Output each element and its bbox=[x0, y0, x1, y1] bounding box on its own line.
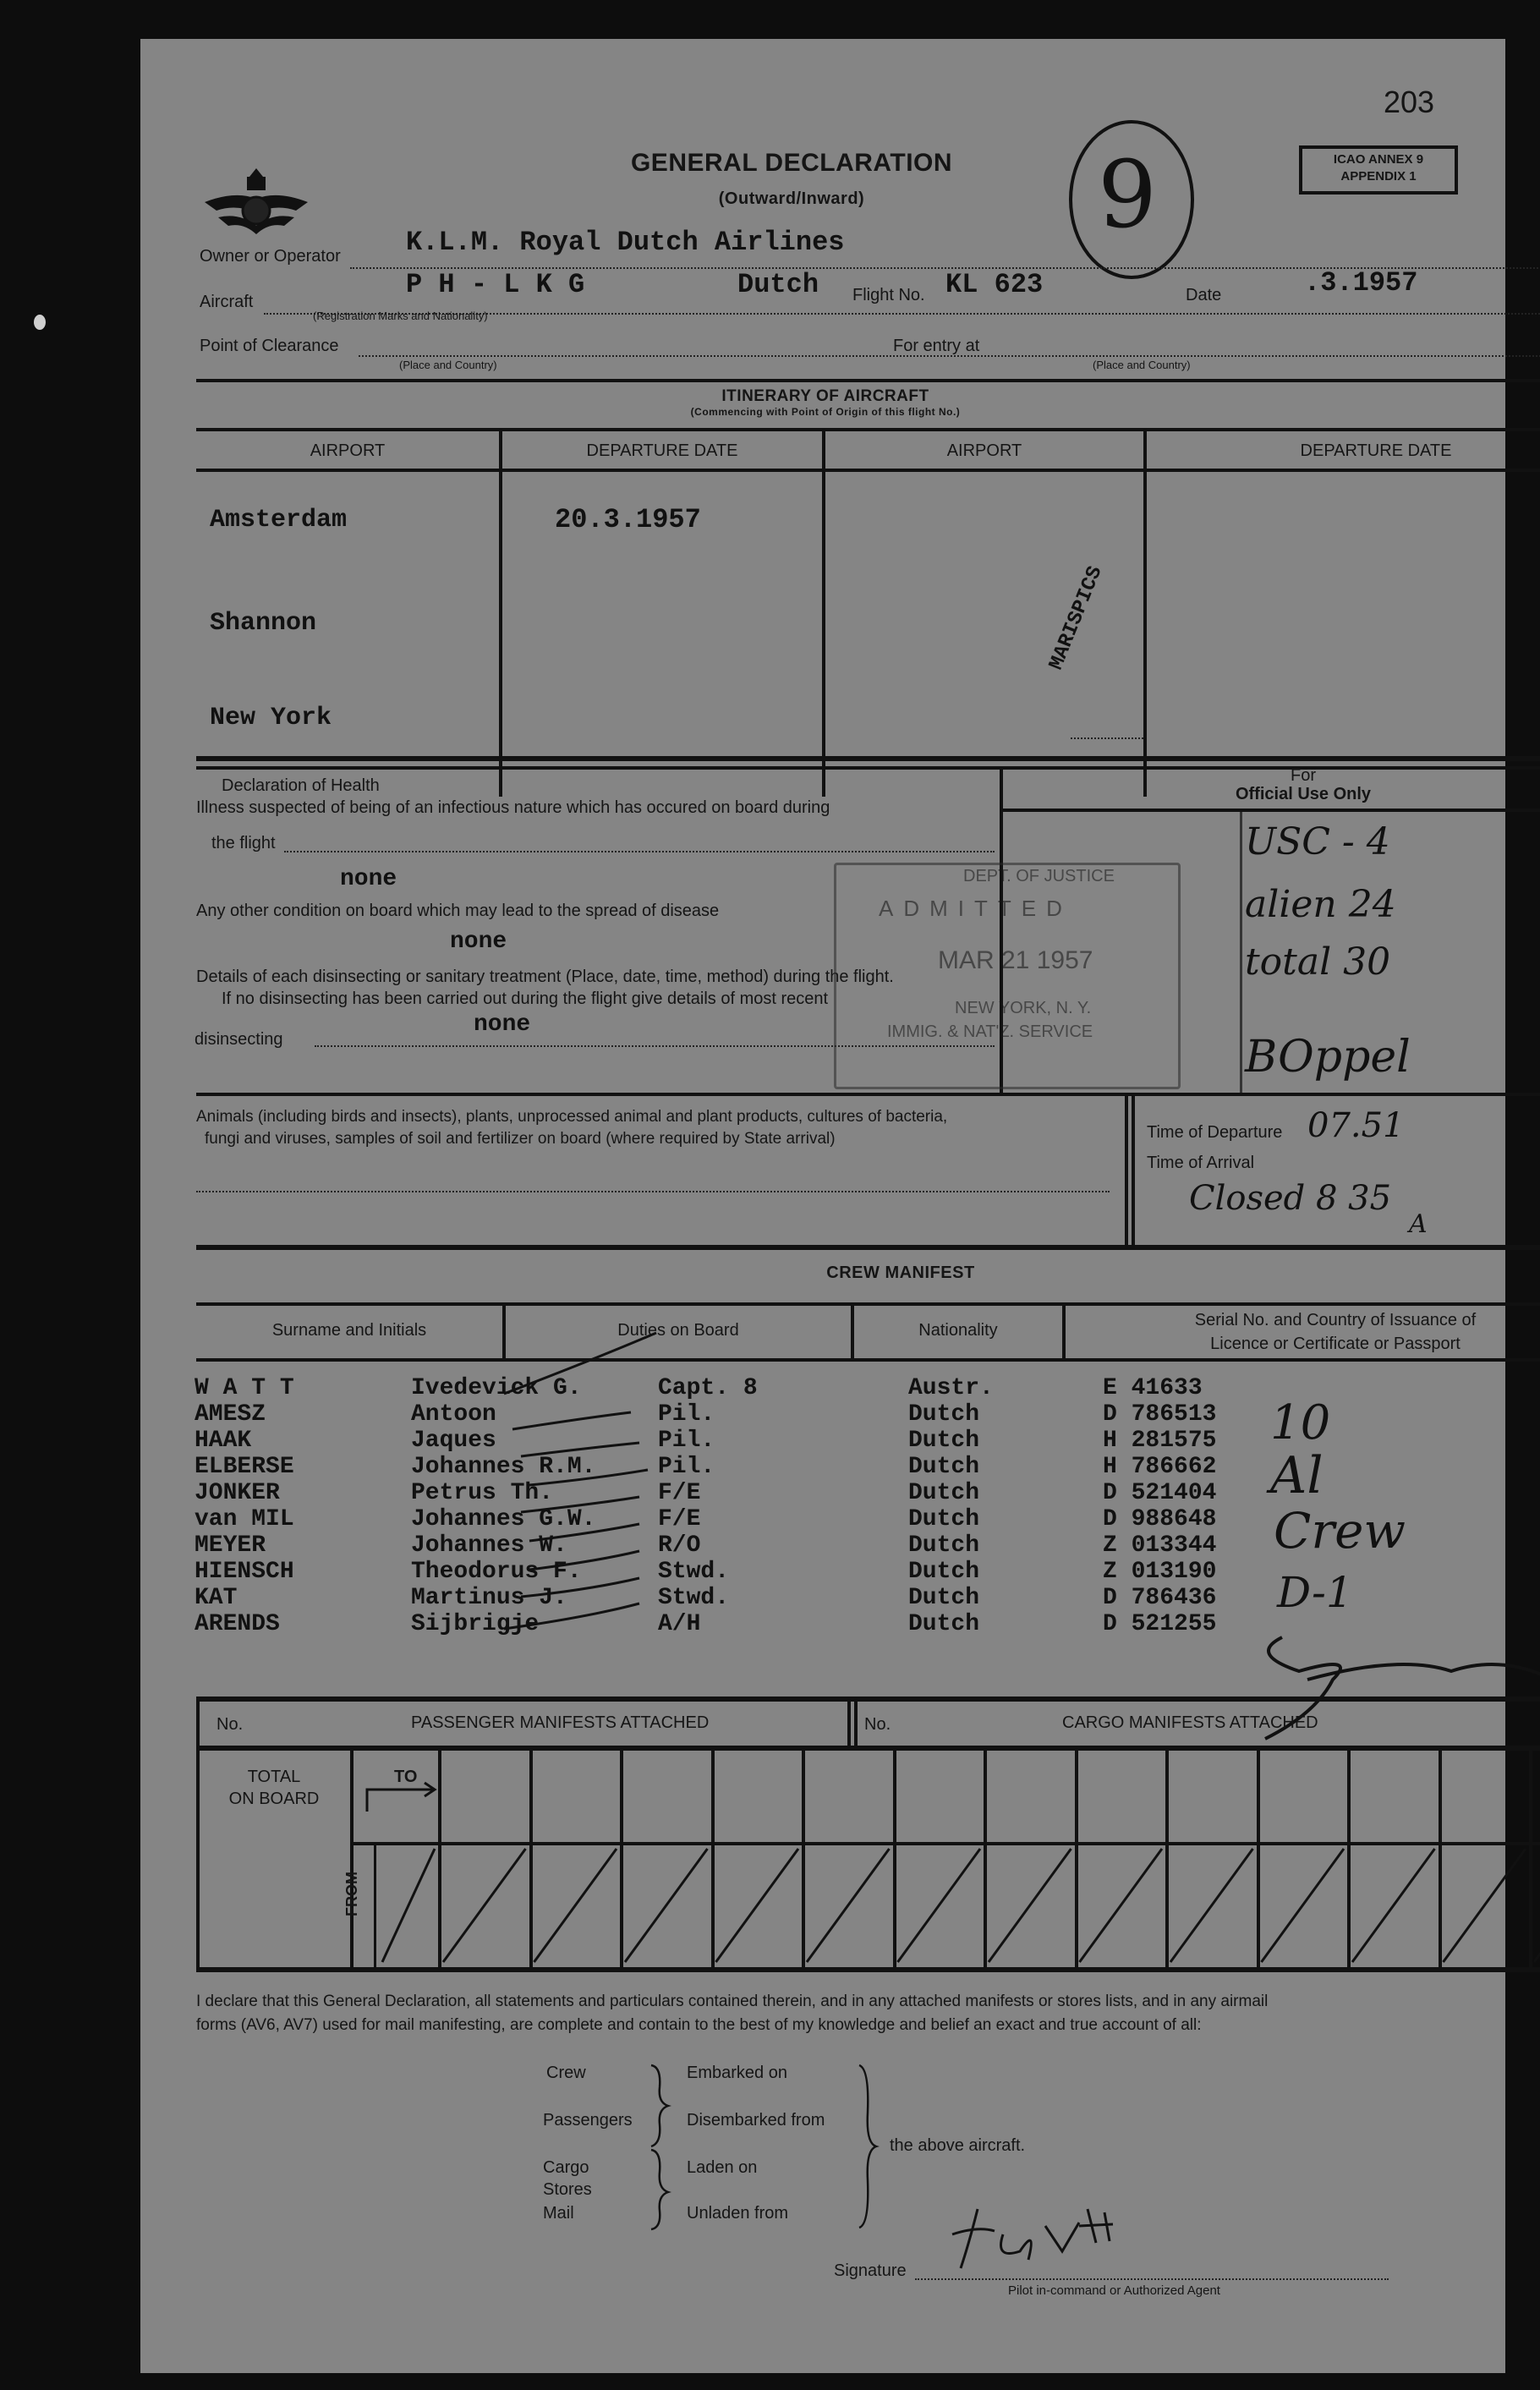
tally-diagonal bbox=[716, 1849, 799, 1962]
crew-serial: D 786513 bbox=[1103, 1401, 1217, 1428]
crew-duty: A/H bbox=[658, 1611, 701, 1637]
health-q3b: If no disinsecting has been carried out during the flight give details of most recent bbox=[222, 989, 829, 1008]
arrival-label: Time of Arrival bbox=[1147, 1154, 1255, 1172]
crew-nationality: Dutch bbox=[908, 1611, 980, 1637]
rule bbox=[196, 1698, 200, 1969]
col-duties: Duties on Board bbox=[617, 1321, 739, 1340]
icao-ref-line2: APPENDIX 1 bbox=[1340, 169, 1417, 184]
scan-speck bbox=[34, 315, 46, 330]
crew-duty: Capt. 8 bbox=[658, 1375, 758, 1401]
crew-given-name: Johannes W. bbox=[411, 1532, 567, 1559]
crew-serial: H 281575 bbox=[1103, 1428, 1217, 1454]
klm-logo-icon bbox=[201, 162, 311, 255]
official-hand-3: total 30 bbox=[1245, 940, 1391, 984]
crew-duty: F/E bbox=[658, 1506, 701, 1532]
itinerary-airport-2: Shannon bbox=[210, 609, 317, 638]
crew-surname: AMESZ bbox=[195, 1401, 266, 1428]
passenger-manifest-label: PASSENGER MANIFESTS ATTACHED bbox=[411, 1713, 710, 1732]
crew-given-name: Petrus Th. bbox=[411, 1480, 554, 1506]
rule bbox=[196, 379, 1540, 382]
col-serial-1: Serial No. and Country of Issuance of bbox=[1194, 1311, 1477, 1329]
official-title-1: For bbox=[1291, 766, 1316, 785]
stamp-line-5: IMMIG. & NAT'Z. SERVICE bbox=[887, 1022, 1093, 1041]
total-label-2: ON BOARD bbox=[228, 1790, 320, 1808]
col-nationality: Nationality bbox=[918, 1321, 998, 1340]
tally-diagonal bbox=[1444, 1849, 1526, 1962]
rule bbox=[196, 1093, 1540, 1096]
dotline bbox=[284, 851, 995, 852]
rule bbox=[847, 1698, 851, 1746]
crew-hand-note-1: 10 bbox=[1270, 1395, 1331, 1450]
stamp-line-1: DEPT. OF JUSTICE bbox=[963, 867, 1115, 885]
rule bbox=[1125, 1094, 1128, 1245]
dotline bbox=[915, 2278, 1389, 2280]
col-serial-2: Licence or Certificate or Passport bbox=[1210, 1335, 1461, 1353]
declaration-item-passengers: Passengers bbox=[543, 2111, 633, 2130]
col-airport-1: AIRPORT bbox=[310, 441, 386, 460]
col-departure-2: DEPARTURE DATE bbox=[1300, 441, 1452, 460]
rule bbox=[196, 1302, 1540, 1306]
from-label: FROM bbox=[343, 1872, 360, 1916]
itinerary-title: ITINERARY OF AIRCRAFT bbox=[721, 387, 929, 405]
rule bbox=[499, 430, 502, 797]
crew-surname: MEYER bbox=[195, 1532, 266, 1559]
to-label: TO bbox=[394, 1768, 418, 1786]
rule bbox=[1143, 430, 1147, 797]
circled-number bbox=[1069, 120, 1194, 279]
date-label: Date bbox=[1186, 286, 1222, 304]
rule bbox=[374, 1844, 376, 1969]
crew-title: CREW MANIFEST bbox=[826, 1264, 975, 1282]
col-airport-2: AIRPORT bbox=[946, 441, 1022, 460]
departure-label: Time of Departure bbox=[1147, 1123, 1283, 1142]
col-departure-1: DEPARTURE DATE bbox=[586, 441, 738, 460]
cargo-manifest-label: CARGO MANIFESTS ATTACHED bbox=[1062, 1713, 1318, 1732]
health-title: Declaration of Health bbox=[222, 776, 380, 795]
rule bbox=[196, 469, 1540, 472]
crew-serial: D 521404 bbox=[1103, 1480, 1217, 1506]
itinerary-airport-1: Amsterdam bbox=[210, 506, 348, 534]
declaration-item-crew: Crew bbox=[546, 2064, 586, 2082]
rule bbox=[196, 428, 1540, 431]
crew-hand-note-2: Al bbox=[1270, 1446, 1324, 1505]
crew-nationality: Dutch bbox=[908, 1480, 980, 1506]
rule bbox=[1240, 810, 1242, 1093]
page-number: 203 bbox=[1384, 85, 1435, 119]
duty-strike-marks bbox=[496, 1324, 766, 1663]
declaration-action-laden: Laden on bbox=[687, 2158, 758, 2177]
crew-surname: JONKER bbox=[195, 1480, 280, 1506]
crew-given-name: Sijbrigje bbox=[411, 1611, 540, 1637]
crew-given-name: Ivedevick G. bbox=[411, 1375, 582, 1401]
rule bbox=[350, 1747, 353, 1969]
clearance-sub-label: (Place and Country) bbox=[399, 359, 497, 371]
crew-serial: Z 013344 bbox=[1103, 1532, 1217, 1559]
form-title: GENERAL DECLARATION bbox=[630, 149, 953, 177]
crew-serial: D 786436 bbox=[1103, 1585, 1217, 1611]
crew-duty: Pil. bbox=[658, 1454, 715, 1480]
crew-surname: HIENSCH bbox=[195, 1559, 294, 1585]
crew-duty: Pil. bbox=[658, 1428, 715, 1454]
arrival-extra: A bbox=[1409, 1209, 1428, 1239]
health-q3c: disinsecting bbox=[195, 1030, 283, 1049]
crew-nationality: Dutch bbox=[908, 1428, 980, 1454]
crew-surname: KAT bbox=[195, 1585, 238, 1611]
crew-given-name: Antoon bbox=[411, 1401, 496, 1428]
crew-surname: van MIL bbox=[195, 1506, 294, 1532]
flight-value: KL 623 bbox=[945, 269, 1044, 300]
animals-text-1: Animals (including birds and insects), plants, unprocessed animal and plant products, cultures of bacteria, bbox=[196, 1108, 948, 1126]
health-q3: Details of each disinsecting or sanitary treatment (Place, date, time, method) during the flight. bbox=[196, 968, 894, 986]
crew-surname: ARENDS bbox=[195, 1611, 280, 1637]
crew-serial: Z 013190 bbox=[1103, 1559, 1217, 1585]
tally-diagonals bbox=[377, 1844, 1540, 1969]
crew-surname: HAAK bbox=[195, 1428, 252, 1454]
crew-duty: Stwd. bbox=[658, 1585, 730, 1611]
stamp-line-2: ADMITTED bbox=[879, 896, 1072, 921]
to-arrow-icon bbox=[362, 1781, 441, 1815]
entry-label: For entry at bbox=[893, 337, 980, 355]
crew-given-name: Johannes R.M. bbox=[411, 1454, 596, 1480]
signature-sub-label: Pilot in-command or Authorized Agent bbox=[1008, 2283, 1220, 2298]
rule bbox=[196, 756, 1540, 761]
crew-duty: R/O bbox=[658, 1532, 701, 1559]
pilot-signature bbox=[944, 2201, 1130, 2277]
health-q1b: the flight bbox=[211, 834, 276, 852]
diagonal-stamp: MARISPICS bbox=[1045, 562, 1108, 674]
crew-duty: F/E bbox=[658, 1480, 701, 1506]
crew-surname: W A T T bbox=[195, 1375, 294, 1401]
form-subtitle: (Outward/Inward) bbox=[718, 189, 865, 208]
icao-reference-box bbox=[1299, 145, 1458, 195]
crew-given-name: Jaques bbox=[411, 1428, 496, 1454]
arrival-value: Closed 8 35 bbox=[1189, 1179, 1392, 1218]
declaration-item-cargo: Cargo bbox=[543, 2158, 589, 2177]
declaration-text-2: forms (AV6, AV7) used for mail manifesting, are complete and contain to the best of my knowledge and belief an exact and true account of all: bbox=[196, 2016, 1202, 2034]
tally-diagonal bbox=[625, 1849, 708, 1962]
animals-text-2: fungi and viruses, samples of soil and fertilizer on board (where required by State arrival) bbox=[205, 1130, 836, 1148]
tally-diagonal bbox=[1352, 1849, 1435, 1962]
crew-duty: Stwd. bbox=[658, 1559, 730, 1585]
official-title-2: Official Use Only bbox=[1235, 785, 1372, 803]
crew-given-name: Martinus J. bbox=[411, 1585, 567, 1611]
rule bbox=[196, 1697, 1540, 1702]
departure-value: 07.51 bbox=[1307, 1106, 1405, 1145]
official-hand-2: alien 24 bbox=[1245, 883, 1396, 926]
declaration-text-1: I declare that this General Declaration, all statements and particulars contained therein, and in any attached manifests or stores lists, and in any airmail bbox=[196, 1993, 1269, 2010]
rule bbox=[822, 430, 825, 797]
col-name: Surname and Initials bbox=[271, 1321, 427, 1340]
entry-sub-label: (Place and Country) bbox=[1093, 359, 1191, 371]
owner-value: K.L.M. Royal Dutch Airlines bbox=[406, 227, 845, 258]
declaration-suffix: the above aircraft. bbox=[890, 2136, 1026, 2155]
crew-given-name: Theodorus F. bbox=[411, 1559, 582, 1585]
rule bbox=[196, 1245, 1540, 1250]
aircraft-value: P H - L K G bbox=[406, 269, 585, 300]
tally-diagonal bbox=[989, 1849, 1071, 1962]
declaration-action-embarked: Embarked on bbox=[687, 2064, 787, 2082]
crew-serial: D 521255 bbox=[1103, 1611, 1217, 1637]
stamp-line-3: MAR 21 1957 bbox=[938, 946, 1093, 974]
health-a1: none bbox=[340, 866, 397, 892]
tally-diagonal bbox=[1170, 1849, 1253, 1962]
health-a3: none bbox=[474, 1011, 531, 1038]
rule bbox=[854, 1698, 858, 1746]
crew-nationality: Dutch bbox=[908, 1506, 980, 1532]
crew-serial: D 988648 bbox=[1103, 1506, 1217, 1532]
dotline bbox=[196, 1191, 1110, 1192]
tally-diagonal bbox=[1534, 1849, 1540, 1962]
crew-hand-note-4: D-1 bbox=[1277, 1568, 1353, 1617]
health-a2: none bbox=[450, 929, 507, 955]
date-value: .3.1957 bbox=[1304, 267, 1418, 299]
tally-diagonal bbox=[443, 1849, 526, 1962]
brace-right-icon bbox=[856, 2062, 881, 2231]
rule bbox=[1132, 1094, 1135, 1245]
aircraft-sub-label: (Registration Marks and Nationality) bbox=[313, 310, 488, 322]
declaration-action-unladen: Unladen from bbox=[687, 2204, 789, 2223]
itinerary-subtitle: (Commencing with Point of Origin of this flight No.) bbox=[690, 406, 961, 418]
official-hand-1: USC - 4 bbox=[1245, 820, 1390, 863]
aircraft-nationality: Dutch bbox=[737, 269, 819, 300]
brace-left-icon bbox=[648, 2062, 673, 2231]
tally-diagonal bbox=[807, 1849, 890, 1962]
total-label-1: TOTAL bbox=[247, 1768, 301, 1786]
health-q2: Any other condition on board which may lead to the spread of disease bbox=[196, 902, 720, 920]
crew-hand-note-3: Crew bbox=[1274, 1502, 1406, 1560]
tally-diagonal bbox=[534, 1849, 617, 1962]
dotline bbox=[1071, 737, 1143, 739]
crew-nationality: Austr. bbox=[908, 1375, 994, 1401]
owner-label: Owner or Operator bbox=[200, 247, 341, 266]
cargo-no-label: No. bbox=[864, 1715, 891, 1734]
crew-nationality: Dutch bbox=[908, 1559, 980, 1585]
crew-duty: Pil. bbox=[658, 1401, 715, 1428]
crew-given-name: Johannes G.W. bbox=[411, 1506, 596, 1532]
tally-diagonal bbox=[898, 1849, 981, 1962]
declaration-action-disembarked: Disembarked from bbox=[687, 2111, 825, 2130]
circled-number-text: 9 bbox=[1098, 140, 1157, 249]
aircraft-label: Aircraft bbox=[200, 293, 254, 311]
passenger-no-label: No. bbox=[216, 1715, 244, 1734]
tally-diagonal bbox=[1262, 1849, 1345, 1962]
clearance-label: Point of Clearance bbox=[200, 337, 339, 355]
crew-nationality: Dutch bbox=[908, 1532, 980, 1559]
itinerary-departure-date: 20.3.1957 bbox=[555, 504, 701, 535]
tally-diagonal bbox=[382, 1849, 435, 1962]
official-signature: BOppel bbox=[1245, 1032, 1411, 1083]
crew-serial: H 786662 bbox=[1103, 1454, 1217, 1480]
rule bbox=[1001, 809, 1540, 812]
signature-label: Signature bbox=[834, 2261, 907, 2280]
crew-serial: E 41633 bbox=[1103, 1375, 1203, 1401]
stamp-line-4: NEW YORK, N. Y. bbox=[955, 999, 1092, 1017]
tally-diagonal bbox=[1080, 1849, 1163, 1962]
immigration-stamp bbox=[834, 863, 1181, 1089]
health-q1: Illness suspected of being of an infectious nature which has occured on board during bbox=[196, 798, 830, 817]
crew-nationality: Dutch bbox=[908, 1401, 980, 1428]
flight-label: Flight No. bbox=[852, 286, 925, 304]
rule bbox=[196, 1746, 1540, 1751]
icao-ref-line1: ICAO ANNEX 9 bbox=[1333, 152, 1424, 167]
rule bbox=[196, 1358, 1540, 1362]
itinerary-airport-3: New York bbox=[210, 704, 332, 732]
crew-nationality: Dutch bbox=[908, 1585, 980, 1611]
crew-nationality: Dutch bbox=[908, 1454, 980, 1480]
declaration-item-stores: Stores bbox=[543, 2180, 592, 2199]
declaration-item-mail: Mail bbox=[543, 2204, 574, 2223]
general-declaration-form bbox=[140, 39, 1505, 2373]
crew-surname: ELBERSE bbox=[195, 1454, 294, 1480]
